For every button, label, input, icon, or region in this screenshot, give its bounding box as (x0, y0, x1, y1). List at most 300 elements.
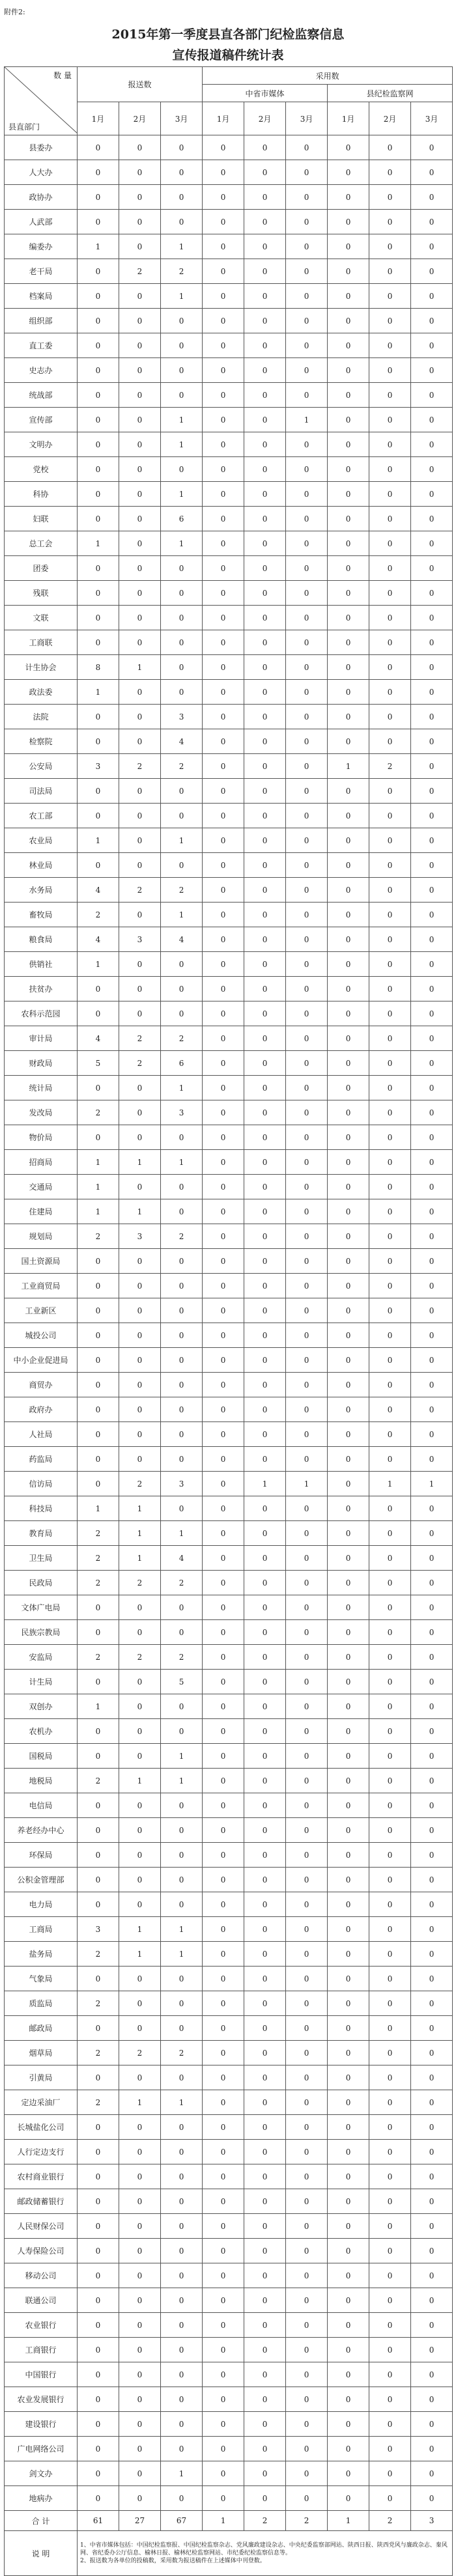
count-cell: 0 (328, 903, 369, 927)
count-cell: 0 (244, 2239, 286, 2263)
count-cell: 0 (286, 705, 328, 729)
count-cell: 0 (411, 1125, 453, 1150)
count-cell: 0 (411, 408, 453, 432)
count-cell: 0 (369, 432, 411, 457)
count-cell: 2 (78, 1991, 119, 2016)
count-cell: 0 (244, 234, 286, 259)
count-cell: 0 (369, 2362, 411, 2387)
count-cell: 0 (203, 729, 244, 754)
count-cell: 0 (369, 878, 411, 903)
count-cell: 0 (78, 556, 119, 581)
count-cell: 0 (244, 1447, 286, 1472)
count-cell: 0 (161, 680, 203, 705)
count-cell: 0 (286, 1942, 328, 1967)
department-name: 中国银行 (5, 2362, 78, 2387)
count-cell: 0 (203, 160, 244, 185)
count-cell: 0 (119, 2164, 161, 2189)
count-cell: 0 (244, 2437, 286, 2461)
department-name: 公安局 (5, 754, 78, 779)
count-cell: 0 (244, 1942, 286, 1967)
count-cell: 0 (78, 977, 119, 1001)
count-cell: 0 (203, 333, 244, 358)
count-cell: 0 (369, 1199, 411, 1224)
department-name: 计生协会 (5, 655, 78, 680)
count-cell: 2 (369, 754, 411, 779)
count-cell: 0 (203, 556, 244, 581)
count-cell: 1 (119, 2090, 161, 2115)
count-cell: 1 (286, 1472, 328, 1496)
count-cell: 0 (244, 1051, 286, 1076)
count-cell: 0 (328, 2140, 369, 2164)
count-cell: 0 (161, 1175, 203, 1199)
count-cell: 0 (203, 284, 244, 309)
count-cell: 0 (328, 1571, 369, 1595)
count-cell: 0 (411, 1546, 453, 1571)
count-cell: 0 (78, 2239, 119, 2263)
count-cell: 0 (286, 2362, 328, 2387)
count-cell: 0 (369, 2189, 411, 2214)
count-cell: 2 (119, 1645, 161, 1670)
count-cell: 0 (328, 1843, 369, 1868)
count-cell: 0 (119, 1892, 161, 1917)
count-cell: 0 (244, 1397, 286, 1422)
department-name: 工商局 (5, 1917, 78, 1942)
count-cell: 0 (411, 1967, 453, 1991)
department-name: 气象局 (5, 1967, 78, 1991)
count-cell: 0 (328, 2461, 369, 2486)
count-cell: 0 (369, 1793, 411, 1818)
count-cell: 0 (161, 804, 203, 828)
table-row (5, 2263, 453, 2288)
table-row (5, 729, 453, 754)
count-cell: 0 (161, 2214, 203, 2239)
count-cell: 0 (161, 457, 203, 482)
count-cell: 0 (411, 2239, 453, 2263)
count-cell: 0 (286, 2461, 328, 2486)
department-name: 邮政局 (5, 2016, 78, 2041)
table-row (5, 2486, 453, 2511)
total-cell: 2 (244, 2511, 286, 2531)
count-cell: 0 (119, 630, 161, 655)
count-cell: 0 (244, 655, 286, 680)
count-cell: 0 (328, 927, 369, 952)
count-cell: 0 (369, 1818, 411, 1843)
count-cell: 0 (119, 581, 161, 606)
count-cell: 0 (203, 630, 244, 655)
count-cell: 0 (161, 2288, 203, 2313)
count-cell: 0 (286, 1793, 328, 1818)
count-cell: 0 (411, 358, 453, 383)
count-cell: 0 (78, 779, 119, 804)
count-cell: 0 (411, 1422, 453, 1447)
department-name: 农科示范园 (5, 1001, 78, 1026)
count-cell: 0 (119, 234, 161, 259)
department-name: 安监局 (5, 1645, 78, 1670)
count-cell: 0 (411, 1001, 453, 1026)
count-cell: 2 (119, 259, 161, 284)
count-cell: 0 (119, 853, 161, 878)
count-cell: 0 (286, 1496, 328, 1521)
count-cell: 0 (328, 655, 369, 680)
count-cell: 0 (286, 2140, 328, 2164)
table-row (5, 1447, 453, 1472)
count-cell: 0 (244, 2016, 286, 2041)
count-cell: 0 (161, 1397, 203, 1422)
count-cell: 0 (203, 853, 244, 878)
count-cell: 0 (119, 1447, 161, 1472)
table-row (5, 1348, 453, 1373)
count-cell: 0 (411, 185, 453, 210)
count-cell: 0 (119, 1868, 161, 1892)
count-cell: 0 (369, 507, 411, 531)
count-cell: 0 (203, 1125, 244, 1150)
count-cell: 0 (244, 1818, 286, 1843)
month-header: 2月 (119, 102, 161, 135)
count-cell: 0 (411, 1150, 453, 1175)
count-cell: 0 (286, 556, 328, 581)
count-cell: 0 (78, 630, 119, 655)
count-cell: 2 (78, 2041, 119, 2065)
count-cell: 0 (119, 1323, 161, 1348)
count-cell: 0 (286, 1521, 328, 1546)
count-cell: 0 (119, 2313, 161, 2338)
count-cell: 0 (328, 1769, 369, 1793)
count-cell: 0 (244, 160, 286, 185)
count-cell: 0 (369, 1719, 411, 1744)
count-cell: 0 (411, 2288, 453, 2313)
count-cell: 0 (161, 630, 203, 655)
count-cell: 0 (411, 1917, 453, 1942)
count-cell: 0 (328, 2387, 369, 2412)
count-cell: 0 (203, 1521, 244, 1546)
count-cell: 0 (244, 482, 286, 507)
count-cell: 0 (203, 457, 244, 482)
count-cell: 0 (203, 1620, 244, 1645)
count-cell: 0 (119, 1991, 161, 2016)
count-cell: 0 (328, 1051, 369, 1076)
count-cell: 0 (328, 457, 369, 482)
count-cell: 0 (244, 2362, 286, 2387)
count-cell: 0 (161, 2263, 203, 2288)
count-cell: 0 (203, 383, 244, 408)
count-cell: 0 (203, 1546, 244, 1571)
count-cell: 0 (119, 531, 161, 556)
count-cell: 0 (369, 2115, 411, 2140)
count-cell: 0 (411, 2041, 453, 2065)
count-cell: 0 (119, 1274, 161, 1298)
count-cell: 1 (161, 2090, 203, 2115)
count-cell: 0 (244, 1199, 286, 1224)
table-row (5, 1719, 453, 1744)
table-row (5, 2041, 453, 2065)
count-cell: 0 (244, 185, 286, 210)
count-cell: 0 (328, 1793, 369, 1818)
total-cell: 2 (286, 2511, 328, 2531)
count-cell: 0 (119, 903, 161, 927)
count-cell: 0 (244, 358, 286, 383)
corner-bottom-label: 县直部门 (8, 122, 40, 132)
count-cell: 0 (119, 2016, 161, 2041)
count-cell: 0 (369, 2090, 411, 2115)
table-row (5, 1694, 453, 1719)
count-cell: 4 (78, 927, 119, 952)
count-cell: 0 (244, 977, 286, 1001)
count-cell: 0 (78, 2313, 119, 2338)
department-name: 老干局 (5, 259, 78, 284)
count-cell: 3 (119, 1224, 161, 1249)
count-cell: 0 (203, 581, 244, 606)
count-cell: 0 (244, 1175, 286, 1199)
count-cell: 1 (78, 531, 119, 556)
count-cell: 0 (328, 1298, 369, 1323)
count-cell: 0 (286, 482, 328, 507)
count-cell: 0 (78, 333, 119, 358)
department-name: 科技局 (5, 1496, 78, 1521)
count-cell: 0 (369, 1397, 411, 1422)
count-cell: 0 (203, 2486, 244, 2511)
count-cell: 0 (286, 2437, 328, 2461)
count-cell: 0 (411, 2140, 453, 2164)
count-cell: 0 (119, 1694, 161, 1719)
count-cell: 0 (328, 1373, 369, 1397)
table-row (5, 259, 453, 284)
count-cell: 0 (328, 1620, 369, 1645)
count-cell: 0 (161, 1793, 203, 1818)
count-cell: 0 (328, 2362, 369, 2387)
table-row (5, 2214, 453, 2239)
table-row (5, 1521, 453, 1546)
department-name: 建设银行 (5, 2412, 78, 2437)
count-cell: 0 (161, 1620, 203, 1645)
count-cell: 0 (328, 1496, 369, 1521)
table-row (5, 2437, 453, 2461)
count-cell: 0 (244, 1991, 286, 2016)
count-cell: 0 (369, 556, 411, 581)
count-cell: 0 (203, 1645, 244, 1670)
count-cell: 1 (78, 1496, 119, 1521)
table-row (5, 2338, 453, 2362)
department-name: 人行定边支行 (5, 2140, 78, 2164)
department-name: 编委办 (5, 234, 78, 259)
count-cell: 0 (203, 2263, 244, 2288)
count-cell: 0 (78, 309, 119, 333)
count-cell: 1 (78, 680, 119, 705)
count-cell: 0 (369, 1843, 411, 1868)
count-cell: 0 (369, 927, 411, 952)
count-cell: 0 (244, 2313, 286, 2338)
media-zhongsheng-header: 中省市媒体 (203, 85, 328, 102)
table-row (5, 2065, 453, 2090)
count-cell: 0 (369, 2288, 411, 2313)
department-name: 水务局 (5, 878, 78, 903)
count-cell: 0 (286, 309, 328, 333)
count-cell: 2 (161, 2041, 203, 2065)
count-cell: 1 (161, 1521, 203, 1546)
count-cell: 5 (161, 1670, 203, 1694)
count-cell: 0 (78, 432, 119, 457)
count-cell: 0 (203, 1917, 244, 1942)
department-name: 农业发展银行 (5, 2387, 78, 2412)
count-cell: 1 (119, 1496, 161, 1521)
count-cell: 0 (78, 1447, 119, 1472)
count-cell: 0 (369, 160, 411, 185)
count-cell: 0 (328, 2189, 369, 2214)
count-cell: 0 (328, 1868, 369, 1892)
count-cell: 0 (411, 2412, 453, 2437)
count-cell: 0 (161, 1991, 203, 2016)
count-cell: 0 (244, 1100, 286, 1125)
count-cell: 0 (411, 1100, 453, 1125)
table-row (5, 2362, 453, 2387)
count-cell: 0 (244, 1373, 286, 1397)
count-cell: 0 (203, 1942, 244, 1967)
count-cell: 0 (244, 1274, 286, 1298)
count-cell: 0 (244, 754, 286, 779)
count-cell: 0 (369, 2140, 411, 2164)
count-cell: 0 (369, 1917, 411, 1942)
table-row (5, 1150, 453, 1175)
count-cell: 0 (369, 1298, 411, 1323)
count-cell: 0 (203, 878, 244, 903)
count-cell: 0 (161, 581, 203, 606)
count-cell: 1 (286, 408, 328, 432)
count-cell: 1 (78, 828, 119, 853)
count-cell: 0 (161, 2412, 203, 2437)
count-cell: 0 (328, 630, 369, 655)
count-cell: 0 (244, 1744, 286, 1769)
count-cell: 0 (78, 1620, 119, 1645)
count-cell: 0 (411, 1571, 453, 1595)
count-cell: 0 (161, 2387, 203, 2412)
count-cell: 0 (203, 1991, 244, 2016)
count-cell: 0 (286, 531, 328, 556)
count-cell: 0 (411, 2214, 453, 2239)
count-cell: 0 (78, 2338, 119, 2362)
count-cell: 0 (286, 1422, 328, 1447)
count-cell: 0 (244, 1719, 286, 1744)
count-cell: 0 (119, 432, 161, 457)
count-cell: 0 (411, 1818, 453, 1843)
count-cell: 0 (161, 1892, 203, 1917)
count-cell: 0 (161, 1422, 203, 1447)
department-name: 残联 (5, 581, 78, 606)
count-cell: 0 (369, 2486, 411, 2511)
count-cell: 0 (244, 1645, 286, 1670)
count-cell: 0 (286, 1917, 328, 1942)
count-cell: 0 (411, 927, 453, 952)
table-row (5, 1051, 453, 1076)
table-row (5, 1571, 453, 1595)
count-cell: 0 (286, 977, 328, 1001)
count-cell: 0 (411, 2313, 453, 2338)
count-cell: 0 (328, 1001, 369, 1026)
count-cell: 0 (119, 705, 161, 729)
count-cell: 0 (119, 2288, 161, 2313)
count-cell: 1 (161, 903, 203, 927)
count-cell: 0 (119, 1843, 161, 1868)
adopted-header: 采用数 (203, 67, 453, 85)
count-cell: 0 (369, 1051, 411, 1076)
count-cell: 0 (119, 210, 161, 234)
count-cell: 0 (286, 2313, 328, 2338)
count-cell: 0 (203, 1422, 244, 1447)
count-cell: 0 (411, 804, 453, 828)
count-cell: 0 (286, 210, 328, 234)
count-cell: 0 (244, 284, 286, 309)
count-cell: 0 (119, 1397, 161, 1422)
count-cell: 0 (119, 952, 161, 977)
count-cell: 0 (328, 1150, 369, 1175)
count-cell: 0 (328, 333, 369, 358)
count-cell: 0 (119, 284, 161, 309)
department-name: 工业商贸局 (5, 1274, 78, 1298)
count-cell: 0 (78, 160, 119, 185)
count-cell: 0 (328, 606, 369, 630)
count-cell: 0 (411, 1373, 453, 1397)
table-row (5, 135, 453, 160)
count-cell: 0 (244, 2065, 286, 2090)
table-row (5, 828, 453, 853)
count-cell: 0 (328, 1917, 369, 1942)
count-cell: 0 (161, 2140, 203, 2164)
count-cell: 0 (328, 2164, 369, 2189)
count-cell: 0 (411, 1620, 453, 1645)
count-cell: 0 (203, 1323, 244, 1348)
count-cell: 0 (119, 135, 161, 160)
count-cell: 0 (286, 1150, 328, 1175)
count-cell: 0 (78, 1397, 119, 1422)
count-cell: 0 (286, 1967, 328, 1991)
count-cell: 0 (369, 804, 411, 828)
count-cell: 0 (411, 2437, 453, 2461)
count-cell: 0 (78, 1892, 119, 1917)
count-cell: 0 (119, 333, 161, 358)
count-cell: 1 (161, 284, 203, 309)
count-cell: 0 (369, 1175, 411, 1199)
count-cell: 0 (369, 606, 411, 630)
count-cell: 0 (286, 927, 328, 952)
table-row (5, 903, 453, 927)
count-cell: 0 (244, 2214, 286, 2239)
count-cell: 0 (78, 2288, 119, 2313)
count-cell: 1 (411, 1472, 453, 1496)
department-name: 引黄局 (5, 2065, 78, 2090)
count-cell: 1 (78, 234, 119, 259)
table-row (5, 977, 453, 1001)
count-cell: 1 (161, 482, 203, 507)
table-row (5, 1323, 453, 1348)
count-cell: 0 (78, 1249, 119, 1274)
count-cell: 0 (328, 531, 369, 556)
department-name: 招商局 (5, 1150, 78, 1175)
count-cell: 0 (286, 853, 328, 878)
count-cell: 3 (119, 927, 161, 952)
department-name: 邮政储蓄银行 (5, 2189, 78, 2214)
count-cell: 0 (286, 284, 328, 309)
count-cell: 0 (244, 2140, 286, 2164)
count-cell: 0 (78, 1422, 119, 1447)
month-header: 1月 (203, 102, 244, 135)
count-cell: 0 (328, 1447, 369, 1472)
count-cell: 0 (78, 284, 119, 309)
count-cell: 1 (244, 1472, 286, 1496)
count-cell: 0 (411, 1892, 453, 1917)
department-name: 农机办 (5, 1719, 78, 1744)
department-name: 法院 (5, 705, 78, 729)
count-cell: 1 (161, 1917, 203, 1942)
total-row (5, 2511, 453, 2531)
count-cell: 6 (161, 507, 203, 531)
